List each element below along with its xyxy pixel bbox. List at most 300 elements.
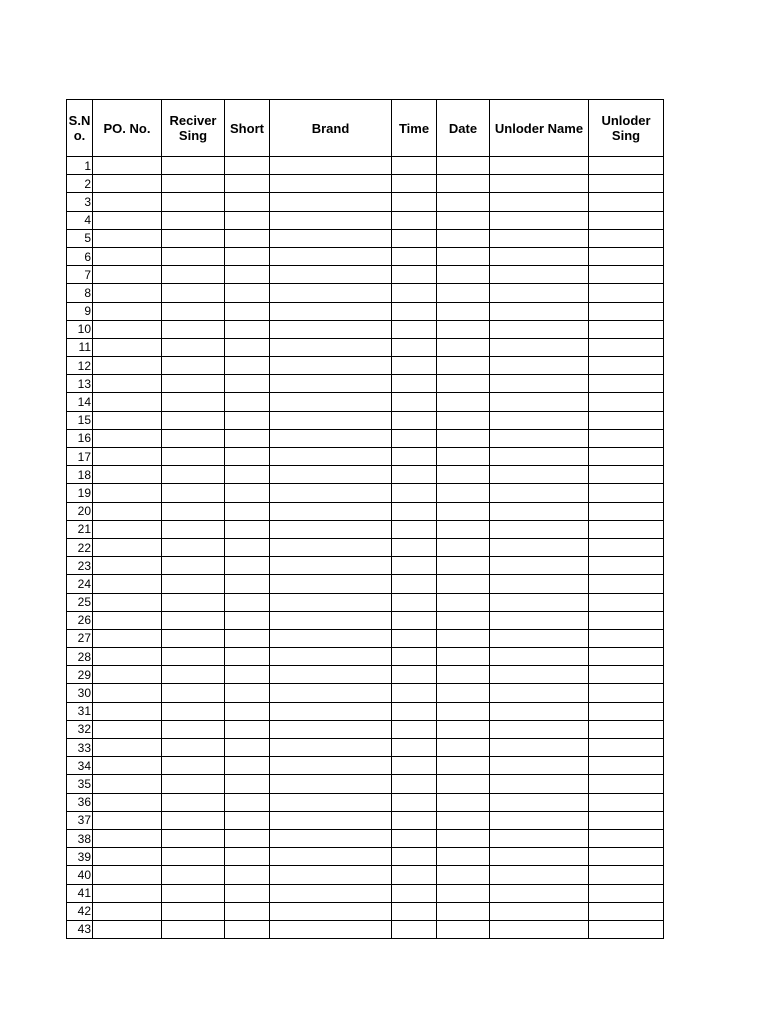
unloader-name-cell[interactable] [490, 775, 589, 793]
date-cell[interactable] [437, 466, 490, 484]
unloader-sign-cell[interactable] [589, 466, 664, 484]
time-cell[interactable] [392, 702, 437, 720]
po-number-cell[interactable] [93, 666, 162, 684]
short-cell[interactable] [225, 211, 270, 229]
brand-cell[interactable] [270, 502, 392, 520]
date-cell[interactable] [437, 648, 490, 666]
time-cell[interactable] [392, 902, 437, 920]
unloader-sign-cell[interactable] [589, 575, 664, 593]
unloader-sign-cell[interactable] [589, 266, 664, 284]
unloader-name-cell[interactable] [490, 611, 589, 629]
unloader-sign-cell[interactable] [589, 284, 664, 302]
date-cell[interactable] [437, 557, 490, 575]
unloader-sign-cell[interactable] [589, 611, 664, 629]
time-cell[interactable] [392, 357, 437, 375]
receiver-sign-cell[interactable] [162, 648, 225, 666]
short-cell[interactable] [225, 557, 270, 575]
unloader-sign-cell[interactable] [589, 393, 664, 411]
unloader-name-cell[interactable] [490, 157, 589, 175]
unloader-sign-cell[interactable] [589, 629, 664, 647]
date-cell[interactable] [437, 920, 490, 938]
short-cell[interactable] [225, 502, 270, 520]
unloader-name-cell[interactable] [490, 811, 589, 829]
time-cell[interactable] [392, 520, 437, 538]
receiver-sign-cell[interactable] [162, 411, 225, 429]
brand-cell[interactable] [270, 866, 392, 884]
time-cell[interactable] [392, 920, 437, 938]
receiver-sign-cell[interactable] [162, 320, 225, 338]
receiver-sign-cell[interactable] [162, 357, 225, 375]
short-cell[interactable] [225, 793, 270, 811]
receiver-sign-cell[interactable] [162, 775, 225, 793]
brand-cell[interactable] [270, 448, 392, 466]
time-cell[interactable] [392, 775, 437, 793]
po-number-cell[interactable] [93, 448, 162, 466]
po-number-cell[interactable] [93, 284, 162, 302]
unloader-name-cell[interactable] [490, 557, 589, 575]
date-cell[interactable] [437, 484, 490, 502]
time-cell[interactable] [392, 284, 437, 302]
unloader-sign-cell[interactable] [589, 739, 664, 757]
brand-cell[interactable] [270, 393, 392, 411]
short-cell[interactable] [225, 648, 270, 666]
unloader-sign-cell[interactable] [589, 848, 664, 866]
brand-cell[interactable] [270, 320, 392, 338]
po-number-cell[interactable] [93, 193, 162, 211]
receiver-sign-cell[interactable] [162, 229, 225, 247]
brand-cell[interactable] [270, 157, 392, 175]
unloader-sign-cell[interactable] [589, 448, 664, 466]
unloader-name-cell[interactable] [490, 393, 589, 411]
short-cell[interactable] [225, 666, 270, 684]
short-cell[interactable] [225, 393, 270, 411]
short-cell[interactable] [225, 848, 270, 866]
time-cell[interactable] [392, 411, 437, 429]
short-cell[interactable] [225, 757, 270, 775]
short-cell[interactable] [225, 811, 270, 829]
receiver-sign-cell[interactable] [162, 811, 225, 829]
receiver-sign-cell[interactable] [162, 720, 225, 738]
short-cell[interactable] [225, 229, 270, 247]
unloader-name-cell[interactable] [490, 829, 589, 847]
short-cell[interactable] [225, 284, 270, 302]
unloader-sign-cell[interactable] [589, 884, 664, 902]
po-number-cell[interactable] [93, 375, 162, 393]
brand-cell[interactable] [270, 611, 392, 629]
unloader-sign-cell[interactable] [589, 411, 664, 429]
short-cell[interactable] [225, 302, 270, 320]
date-cell[interactable] [437, 429, 490, 447]
brand-cell[interactable] [270, 284, 392, 302]
brand-cell[interactable] [270, 266, 392, 284]
po-number-cell[interactable] [93, 302, 162, 320]
date-cell[interactable] [437, 393, 490, 411]
time-cell[interactable] [392, 448, 437, 466]
po-number-cell[interactable] [93, 520, 162, 538]
unloader-name-cell[interactable] [490, 593, 589, 611]
po-number-cell[interactable] [93, 320, 162, 338]
unloader-sign-cell[interactable] [589, 320, 664, 338]
short-cell[interactable] [225, 338, 270, 356]
brand-cell[interactable] [270, 648, 392, 666]
brand-cell[interactable] [270, 793, 392, 811]
po-number-cell[interactable] [93, 229, 162, 247]
unloader-sign-cell[interactable] [589, 829, 664, 847]
short-cell[interactable] [225, 484, 270, 502]
unloader-sign-cell[interactable] [589, 520, 664, 538]
receiver-sign-cell[interactable] [162, 466, 225, 484]
unloader-sign-cell[interactable] [589, 793, 664, 811]
brand-cell[interactable] [270, 357, 392, 375]
date-cell[interactable] [437, 902, 490, 920]
date-cell[interactable] [437, 502, 490, 520]
receiver-sign-cell[interactable] [162, 920, 225, 938]
unloader-name-cell[interactable] [490, 247, 589, 265]
unloader-sign-cell[interactable] [589, 648, 664, 666]
unloader-sign-cell[interactable] [589, 302, 664, 320]
po-number-cell[interactable] [93, 902, 162, 920]
receiver-sign-cell[interactable] [162, 629, 225, 647]
po-number-cell[interactable] [93, 247, 162, 265]
unloader-name-cell[interactable] [490, 666, 589, 684]
brand-cell[interactable] [270, 775, 392, 793]
brand-cell[interactable] [270, 557, 392, 575]
short-cell[interactable] [225, 920, 270, 938]
po-number-cell[interactable] [93, 684, 162, 702]
po-number-cell[interactable] [93, 811, 162, 829]
short-cell[interactable] [225, 357, 270, 375]
date-cell[interactable] [437, 702, 490, 720]
time-cell[interactable] [392, 375, 437, 393]
po-number-cell[interactable] [93, 920, 162, 938]
unloader-name-cell[interactable] [490, 429, 589, 447]
time-cell[interactable] [392, 593, 437, 611]
short-cell[interactable] [225, 411, 270, 429]
short-cell[interactable] [225, 448, 270, 466]
receiver-sign-cell[interactable] [162, 793, 225, 811]
time-cell[interactable] [392, 484, 437, 502]
brand-cell[interactable] [270, 811, 392, 829]
short-cell[interactable] [225, 375, 270, 393]
time-cell[interactable] [392, 720, 437, 738]
brand-cell[interactable] [270, 375, 392, 393]
time-cell[interactable] [392, 611, 437, 629]
date-cell[interactable] [437, 302, 490, 320]
brand-cell[interactable] [270, 666, 392, 684]
brand-cell[interactable] [270, 684, 392, 702]
po-number-cell[interactable] [93, 502, 162, 520]
receiver-sign-cell[interactable] [162, 575, 225, 593]
receiver-sign-cell[interactable] [162, 611, 225, 629]
receiver-sign-cell[interactable] [162, 757, 225, 775]
date-cell[interactable] [437, 375, 490, 393]
unloader-name-cell[interactable] [490, 575, 589, 593]
unloader-name-cell[interactable] [490, 175, 589, 193]
short-cell[interactable] [225, 538, 270, 556]
unloader-sign-cell[interactable] [589, 811, 664, 829]
unloader-name-cell[interactable] [490, 629, 589, 647]
date-cell[interactable] [437, 757, 490, 775]
date-cell[interactable] [437, 211, 490, 229]
brand-cell[interactable] [270, 484, 392, 502]
po-number-cell[interactable] [93, 829, 162, 847]
date-cell[interactable] [437, 538, 490, 556]
unloader-sign-cell[interactable] [589, 229, 664, 247]
brand-cell[interactable] [270, 884, 392, 902]
unloader-name-cell[interactable] [490, 648, 589, 666]
brand-cell[interactable] [270, 538, 392, 556]
short-cell[interactable] [225, 739, 270, 757]
unloader-name-cell[interactable] [490, 702, 589, 720]
unloader-name-cell[interactable] [490, 757, 589, 775]
po-number-cell[interactable] [93, 575, 162, 593]
date-cell[interactable] [437, 320, 490, 338]
date-cell[interactable] [437, 720, 490, 738]
receiver-sign-cell[interactable] [162, 848, 225, 866]
unloader-sign-cell[interactable] [589, 720, 664, 738]
short-cell[interactable] [225, 429, 270, 447]
time-cell[interactable] [392, 739, 437, 757]
unloader-sign-cell[interactable] [589, 175, 664, 193]
receiver-sign-cell[interactable] [162, 593, 225, 611]
po-number-cell[interactable] [93, 702, 162, 720]
date-cell[interactable] [437, 284, 490, 302]
brand-cell[interactable] [270, 411, 392, 429]
unloader-name-cell[interactable] [490, 920, 589, 938]
time-cell[interactable] [392, 629, 437, 647]
receiver-sign-cell[interactable] [162, 302, 225, 320]
po-number-cell[interactable] [93, 720, 162, 738]
date-cell[interactable] [437, 357, 490, 375]
receiver-sign-cell[interactable] [162, 448, 225, 466]
brand-cell[interactable] [270, 193, 392, 211]
brand-cell[interactable] [270, 720, 392, 738]
po-number-cell[interactable] [93, 429, 162, 447]
unloader-name-cell[interactable] [490, 520, 589, 538]
brand-cell[interactable] [270, 247, 392, 265]
unloader-sign-cell[interactable] [589, 920, 664, 938]
unloader-name-cell[interactable] [490, 411, 589, 429]
unloader-name-cell[interactable] [490, 866, 589, 884]
unloader-name-cell[interactable] [490, 375, 589, 393]
date-cell[interactable] [437, 811, 490, 829]
time-cell[interactable] [392, 848, 437, 866]
unloader-name-cell[interactable] [490, 284, 589, 302]
po-number-cell[interactable] [93, 484, 162, 502]
date-cell[interactable] [437, 229, 490, 247]
time-cell[interactable] [392, 338, 437, 356]
short-cell[interactable] [225, 829, 270, 847]
receiver-sign-cell[interactable] [162, 902, 225, 920]
time-cell[interactable] [392, 302, 437, 320]
po-number-cell[interactable] [93, 557, 162, 575]
brand-cell[interactable] [270, 829, 392, 847]
po-number-cell[interactable] [93, 648, 162, 666]
date-cell[interactable] [437, 448, 490, 466]
brand-cell[interactable] [270, 920, 392, 938]
unloader-sign-cell[interactable] [589, 157, 664, 175]
unloader-sign-cell[interactable] [589, 538, 664, 556]
date-cell[interactable] [437, 593, 490, 611]
time-cell[interactable] [392, 193, 437, 211]
short-cell[interactable] [225, 611, 270, 629]
time-cell[interactable] [392, 229, 437, 247]
receiver-sign-cell[interactable] [162, 866, 225, 884]
date-cell[interactable] [437, 739, 490, 757]
time-cell[interactable] [392, 538, 437, 556]
short-cell[interactable] [225, 775, 270, 793]
time-cell[interactable] [392, 429, 437, 447]
receiver-sign-cell[interactable] [162, 484, 225, 502]
unloader-name-cell[interactable] [490, 338, 589, 356]
short-cell[interactable] [225, 684, 270, 702]
unloader-name-cell[interactable] [490, 793, 589, 811]
date-cell[interactable] [437, 338, 490, 356]
short-cell[interactable] [225, 902, 270, 920]
short-cell[interactable] [225, 629, 270, 647]
short-cell[interactable] [225, 266, 270, 284]
receiver-sign-cell[interactable] [162, 247, 225, 265]
unloader-sign-cell[interactable] [589, 593, 664, 611]
date-cell[interactable] [437, 266, 490, 284]
receiver-sign-cell[interactable] [162, 175, 225, 193]
po-number-cell[interactable] [93, 211, 162, 229]
short-cell[interactable] [225, 720, 270, 738]
po-number-cell[interactable] [93, 175, 162, 193]
brand-cell[interactable] [270, 229, 392, 247]
brand-cell[interactable] [270, 520, 392, 538]
date-cell[interactable] [437, 848, 490, 866]
receiver-sign-cell[interactable] [162, 829, 225, 847]
po-number-cell[interactable] [93, 611, 162, 629]
date-cell[interactable] [437, 520, 490, 538]
unloader-sign-cell[interactable] [589, 757, 664, 775]
date-cell[interactable] [437, 157, 490, 175]
time-cell[interactable] [392, 393, 437, 411]
po-number-cell[interactable] [93, 266, 162, 284]
date-cell[interactable] [437, 193, 490, 211]
time-cell[interactable] [392, 157, 437, 175]
po-number-cell[interactable] [93, 466, 162, 484]
po-number-cell[interactable] [93, 848, 162, 866]
receiver-sign-cell[interactable] [162, 338, 225, 356]
time-cell[interactable] [392, 866, 437, 884]
brand-cell[interactable] [270, 175, 392, 193]
po-number-cell[interactable] [93, 157, 162, 175]
short-cell[interactable] [225, 520, 270, 538]
brand-cell[interactable] [270, 757, 392, 775]
short-cell[interactable] [225, 466, 270, 484]
time-cell[interactable] [392, 320, 437, 338]
receiver-sign-cell[interactable] [162, 266, 225, 284]
time-cell[interactable] [392, 247, 437, 265]
po-number-cell[interactable] [93, 793, 162, 811]
brand-cell[interactable] [270, 429, 392, 447]
brand-cell[interactable] [270, 575, 392, 593]
date-cell[interactable] [437, 575, 490, 593]
unloader-sign-cell[interactable] [589, 484, 664, 502]
unloader-name-cell[interactable] [490, 320, 589, 338]
short-cell[interactable] [225, 193, 270, 211]
receiver-sign-cell[interactable] [162, 538, 225, 556]
time-cell[interactable] [392, 648, 437, 666]
date-cell[interactable] [437, 611, 490, 629]
brand-cell[interactable] [270, 593, 392, 611]
po-number-cell[interactable] [93, 593, 162, 611]
time-cell[interactable] [392, 175, 437, 193]
receiver-sign-cell[interactable] [162, 284, 225, 302]
unloader-sign-cell[interactable] [589, 502, 664, 520]
time-cell[interactable] [392, 793, 437, 811]
unloader-name-cell[interactable] [490, 884, 589, 902]
time-cell[interactable] [392, 575, 437, 593]
time-cell[interactable] [392, 557, 437, 575]
short-cell[interactable] [225, 884, 270, 902]
brand-cell[interactable] [270, 702, 392, 720]
po-number-cell[interactable] [93, 775, 162, 793]
date-cell[interactable] [437, 629, 490, 647]
unloader-name-cell[interactable] [490, 484, 589, 502]
unloader-name-cell[interactable] [490, 211, 589, 229]
unloader-sign-cell[interactable] [589, 211, 664, 229]
unloader-sign-cell[interactable] [589, 866, 664, 884]
unloader-name-cell[interactable] [490, 902, 589, 920]
unloader-sign-cell[interactable] [589, 902, 664, 920]
date-cell[interactable] [437, 684, 490, 702]
date-cell[interactable] [437, 247, 490, 265]
unloader-sign-cell[interactable] [589, 247, 664, 265]
short-cell[interactable] [225, 175, 270, 193]
unloader-name-cell[interactable] [490, 720, 589, 738]
unloader-name-cell[interactable] [490, 193, 589, 211]
receiver-sign-cell[interactable] [162, 193, 225, 211]
time-cell[interactable] [392, 466, 437, 484]
brand-cell[interactable] [270, 902, 392, 920]
unloader-name-cell[interactable] [490, 266, 589, 284]
receiver-sign-cell[interactable] [162, 884, 225, 902]
unloader-name-cell[interactable] [490, 502, 589, 520]
date-cell[interactable] [437, 411, 490, 429]
po-number-cell[interactable] [93, 757, 162, 775]
po-number-cell[interactable] [93, 884, 162, 902]
brand-cell[interactable] [270, 848, 392, 866]
unloader-sign-cell[interactable] [589, 775, 664, 793]
date-cell[interactable] [437, 829, 490, 847]
unloader-name-cell[interactable] [490, 229, 589, 247]
receiver-sign-cell[interactable] [162, 429, 225, 447]
receiver-sign-cell[interactable] [162, 375, 225, 393]
unloader-sign-cell[interactable] [589, 557, 664, 575]
receiver-sign-cell[interactable] [162, 157, 225, 175]
unloader-sign-cell[interactable] [589, 193, 664, 211]
po-number-cell[interactable] [93, 739, 162, 757]
unloader-name-cell[interactable] [490, 538, 589, 556]
time-cell[interactable] [392, 884, 437, 902]
time-cell[interactable] [392, 666, 437, 684]
brand-cell[interactable] [270, 739, 392, 757]
time-cell[interactable] [392, 502, 437, 520]
time-cell[interactable] [392, 684, 437, 702]
unloader-name-cell[interactable] [490, 848, 589, 866]
unloader-name-cell[interactable] [490, 684, 589, 702]
receiver-sign-cell[interactable] [162, 702, 225, 720]
receiver-sign-cell[interactable] [162, 520, 225, 538]
unloader-name-cell[interactable] [490, 466, 589, 484]
po-number-cell[interactable] [93, 393, 162, 411]
unloader-sign-cell[interactable] [589, 357, 664, 375]
time-cell[interactable] [392, 266, 437, 284]
po-number-cell[interactable] [93, 629, 162, 647]
